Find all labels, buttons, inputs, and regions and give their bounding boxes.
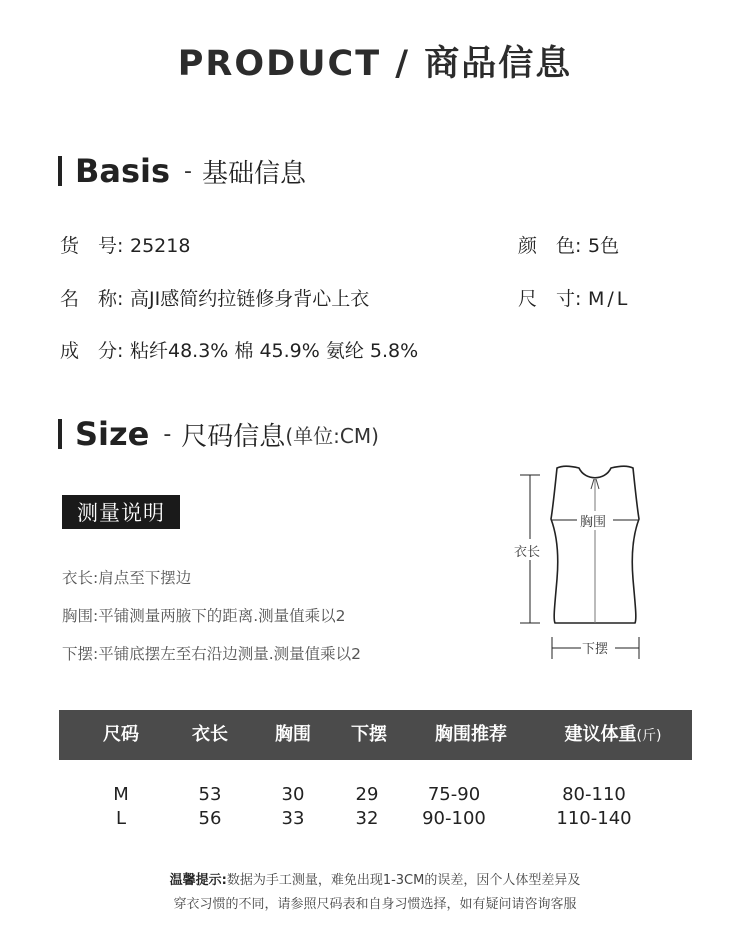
cell-size: L — [115, 808, 127, 829]
info-row-item-number — [60, 231, 190, 258]
measure-badge: 测量说明 — [62, 495, 180, 529]
measure-note-length: 衣长:肩点至下摆边 — [62, 569, 192, 587]
col-header-length: 衣长 — [192, 724, 228, 745]
info-value: 5色 — [588, 235, 620, 257]
size-heading-cn: 尺码信息 — [181, 421, 286, 452]
tip-text-1: 数据为手工测量，难免出现1-3CM的误差，因个人体型差异及 — [226, 873, 581, 888]
info-row-size — [518, 284, 630, 311]
garment-diagram — [505, 455, 665, 665]
cell-chest-rec: 90-100 — [422, 808, 486, 829]
size-table-header — [59, 710, 692, 760]
info-label: 颜 色: — [518, 235, 582, 257]
info-label: 货 号: — [60, 235, 124, 257]
col-header-weight — [543, 710, 683, 760]
info-value: M/L — [588, 288, 631, 310]
tip-label: 温馨提示: — [169, 873, 227, 888]
basis-heading-en: Basis — [75, 152, 171, 190]
info-label: 成 分: — [60, 340, 124, 362]
basis-section-heading — [58, 153, 306, 189]
diagram-hem-label: 下摆 — [582, 638, 608, 657]
info-value: 25218 — [130, 235, 191, 257]
info-value: 粘纤48.3% 棉 45.9% 氨纶 5.8% — [130, 340, 419, 362]
col-header-size: 尺码 — [103, 724, 139, 745]
heading-separator: - — [184, 158, 192, 184]
cell-length: 53 — [198, 784, 222, 805]
info-row-name — [60, 284, 369, 311]
col-header-chest: 胸围 — [275, 724, 311, 745]
cell-weight: 80-110 — [562, 784, 626, 805]
measure-note-chest: 胸围:平铺测量两腋下的距离.测量值乘以2 — [62, 607, 346, 625]
tip-line-2: 穿衣习惯的不同，请参照尺码表和自身习惯选择，如有疑问请咨询客服 — [173, 897, 577, 912]
table-row — [59, 808, 692, 832]
weight-unit: (斤) — [636, 728, 662, 744]
heading-separator: - — [163, 421, 172, 447]
diagram-chest-label: 胸围 — [579, 511, 607, 530]
info-label: 名 称: — [60, 288, 124, 310]
basis-heading-cn: 基础信息 — [202, 158, 307, 189]
info-row-color — [518, 231, 619, 258]
section-bar — [58, 419, 62, 449]
diagram-length-label: 衣长 — [514, 541, 540, 560]
info-value: 高JI感简约拉链修身背心上衣 — [130, 288, 370, 310]
cell-weight: 110-140 — [556, 808, 632, 829]
info-row-composition — [60, 336, 418, 363]
cell-hem: 29 — [355, 784, 379, 805]
cell-chest-rec: 75-90 — [427, 784, 481, 805]
size-section-heading — [58, 416, 379, 452]
tip-line-1 — [0, 869, 750, 888]
table-row — [59, 784, 692, 808]
measure-note-hem: 下摆:平铺底摆左至右沿边测量.测量值乘以2 — [62, 645, 362, 663]
col-header-hem: 下摆 — [351, 724, 387, 745]
cell-chest: 30 — [281, 784, 305, 805]
cell-hem: 32 — [355, 808, 379, 829]
page-title: PRODUCT / 商品信息 — [177, 44, 573, 84]
col-header-chest-rec: 胸围推荐 — [435, 724, 507, 745]
cell-chest: 33 — [281, 808, 305, 829]
weight-header-label: 建议体重 — [564, 724, 637, 745]
cell-length: 56 — [198, 808, 222, 829]
section-bar — [58, 156, 62, 186]
info-label: 尺 寸: — [518, 288, 582, 310]
size-unit: (单位:CM) — [285, 423, 379, 448]
size-heading-en: Size — [75, 415, 150, 453]
cell-size: M — [113, 784, 129, 805]
